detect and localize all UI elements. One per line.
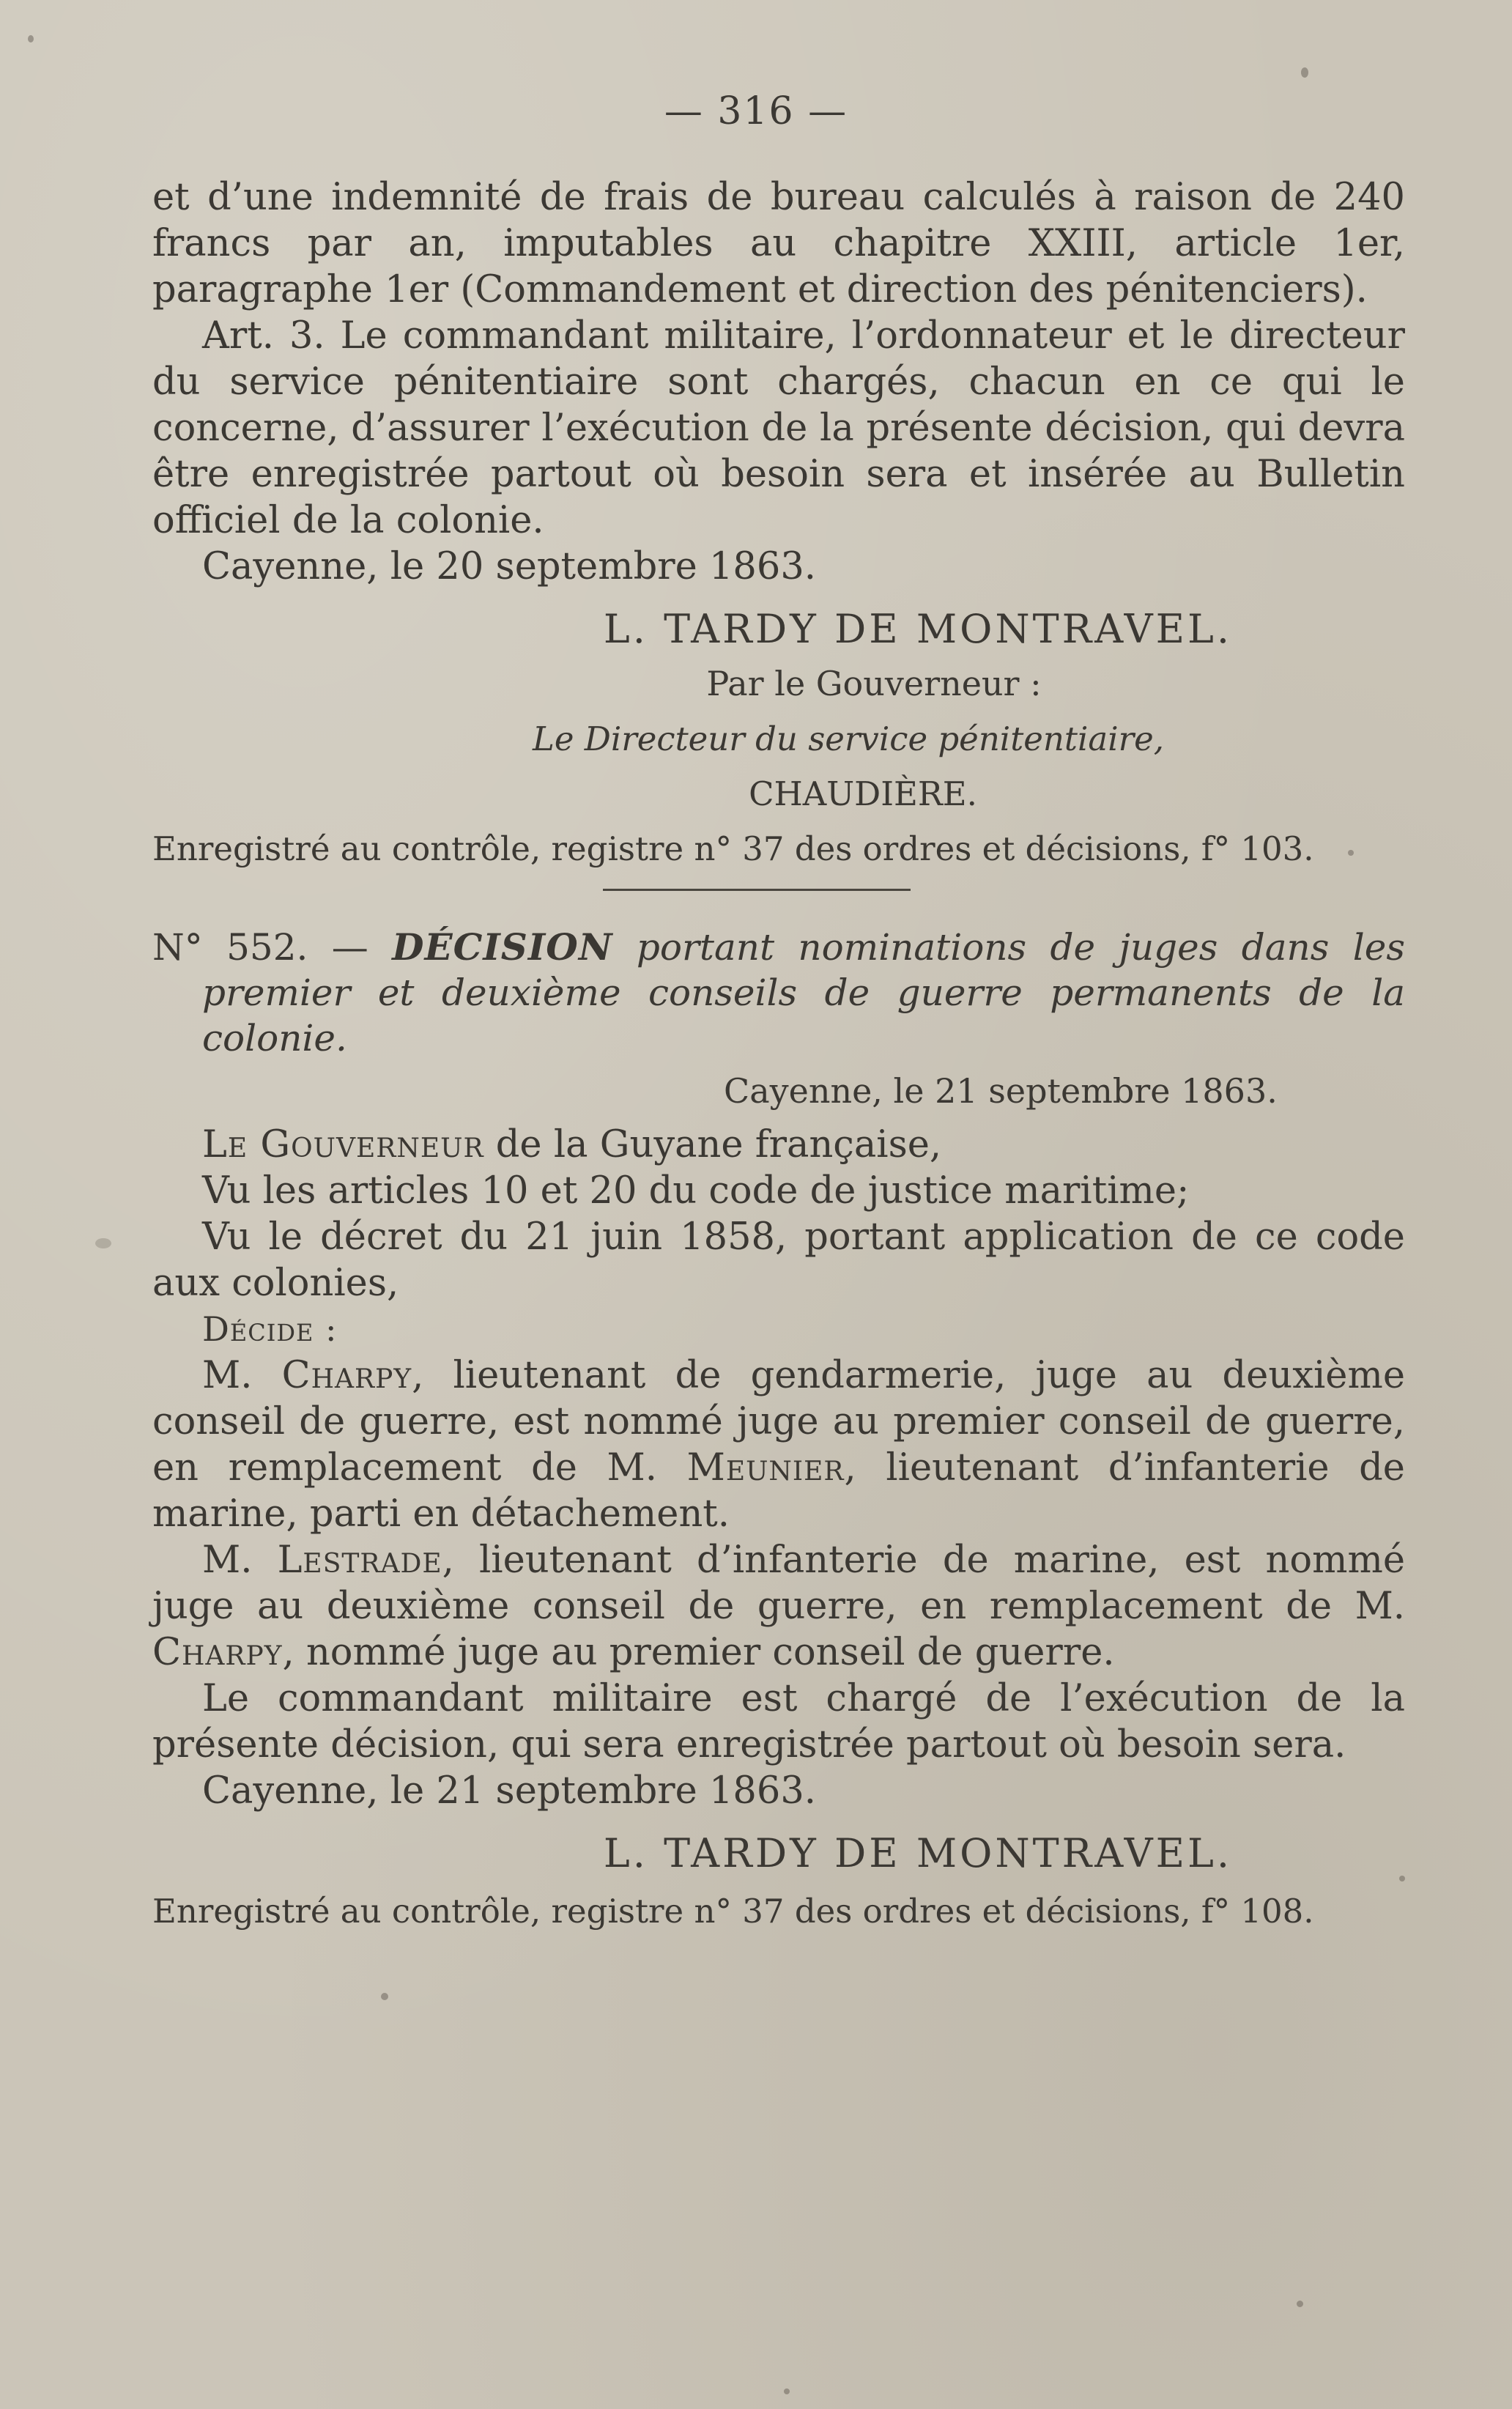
paragraph-lestrade xyxy=(152,1537,1405,1676)
paragraph-article-3 xyxy=(152,313,1405,544)
text-run: M. xyxy=(202,1539,278,1582)
registration-2: Enregistré au contrôle, registre n° 37 des ordres et décisions, f° 108. xyxy=(152,1892,1314,1931)
directeur-name: CHAUDIÈRE. xyxy=(749,774,977,813)
decision-title: portant nominations de juges dans les premier et deuxième conseils de guerre permanents de la colonie. xyxy=(202,926,1405,1059)
governor-word: Le Gouverneur xyxy=(202,1123,484,1166)
paper-speck xyxy=(1297,2301,1303,2307)
text-run: , lieutenant d’infanterie de marine, parti en détachement. xyxy=(152,1446,1405,1536)
article-label: Art. 3. xyxy=(202,314,325,358)
directeur-title: Le Directeur du service pénitentiaire, xyxy=(532,719,1165,758)
decision-word: DÉCISION xyxy=(392,925,613,969)
governor-signature-2: L. TARDY DE MONTRAVEL. xyxy=(603,1830,1233,1876)
paper-speck xyxy=(28,35,34,42)
text-run: , lieutenant de gendarmerie, juge au deuxième conseil de guerre, est nommé juge au premier conseil de guerre, en remplacement de M. xyxy=(152,1354,1406,1490)
name-charpy-2: Charpy xyxy=(152,1631,283,1674)
text-column xyxy=(152,174,1405,1934)
paper-speck xyxy=(381,1993,388,2000)
name-lestrade: Lestrade xyxy=(277,1539,442,1582)
heading-dash: — xyxy=(308,926,393,969)
decide-label: Décide : xyxy=(202,1309,338,1349)
paper-speck xyxy=(95,1238,111,1248)
name-meunier: Meunier xyxy=(686,1446,845,1490)
article-text: Le commandant militaire, l’ordonnateur et le directeur du service pénitentiaire sont chargés, chacun en ce qui le concerne, d’assurer l’exécution de la présente décision, qui devra être enregistrée partout où besoin sera et insérée au Bulletin officiel de la colonie. xyxy=(152,314,1405,542)
text-run: , lieutenant d’infanterie de marine, est nommé juge au deuxième conseil de guerre, en remplacement de M. xyxy=(152,1539,1405,1628)
spacer xyxy=(152,1114,1405,1122)
name-charpy: Charpy xyxy=(281,1354,412,1397)
governor-line xyxy=(152,1122,1405,1168)
place-date-2: Cayenne, le 21 septembre 1863. xyxy=(202,1769,816,1813)
vu-decret: Vu le décret du 21 juin 1858, portant application de ce code aux colonies, xyxy=(152,1215,1405,1305)
vu-articles: Vu les articles 10 et 20 du code de justice maritime; xyxy=(202,1169,1190,1213)
governor-signature-1: L. TARDY DE MONTRAVEL. xyxy=(603,606,1233,652)
dateline-2: Cayenne, le 21 septembre 1863. xyxy=(724,1071,1278,1111)
paragraph-execution: Le commandant militaire est chargé de l’exécution de la présente décision, qui sera enregistrée partout où besoin sera. xyxy=(152,1677,1405,1766)
governor-rest: de la Guyane française, xyxy=(483,1123,942,1166)
text-run: , nommé juge au premier conseil de guerre. xyxy=(282,1631,1115,1674)
place-date-1: Cayenne, le 20 septembre 1863. xyxy=(202,545,816,588)
paper-speck xyxy=(1301,67,1308,78)
paragraph-indemnity: et d’une indemnité de frais de bureau calculés à raison de 240 francs par an, imputables au chapitre XXIII, article 1er, paragraphe 1er (Commandement et direction des pénitenciers). xyxy=(152,176,1405,311)
paragraph-charpy xyxy=(152,1352,1405,1537)
section-divider xyxy=(603,889,911,891)
decision-heading xyxy=(152,925,1405,1061)
text-run: M. xyxy=(202,1354,282,1397)
par-le-gouverneur: Par le Gouverneur : xyxy=(706,664,1042,703)
page-number: — 316 — xyxy=(664,89,848,133)
registration-1: Enregistré au contrôle, registre n° 37 des ordres et décisions, f° 103. xyxy=(152,829,1314,868)
paper-speck xyxy=(784,2388,790,2394)
decision-number: N° 552. xyxy=(152,926,308,969)
